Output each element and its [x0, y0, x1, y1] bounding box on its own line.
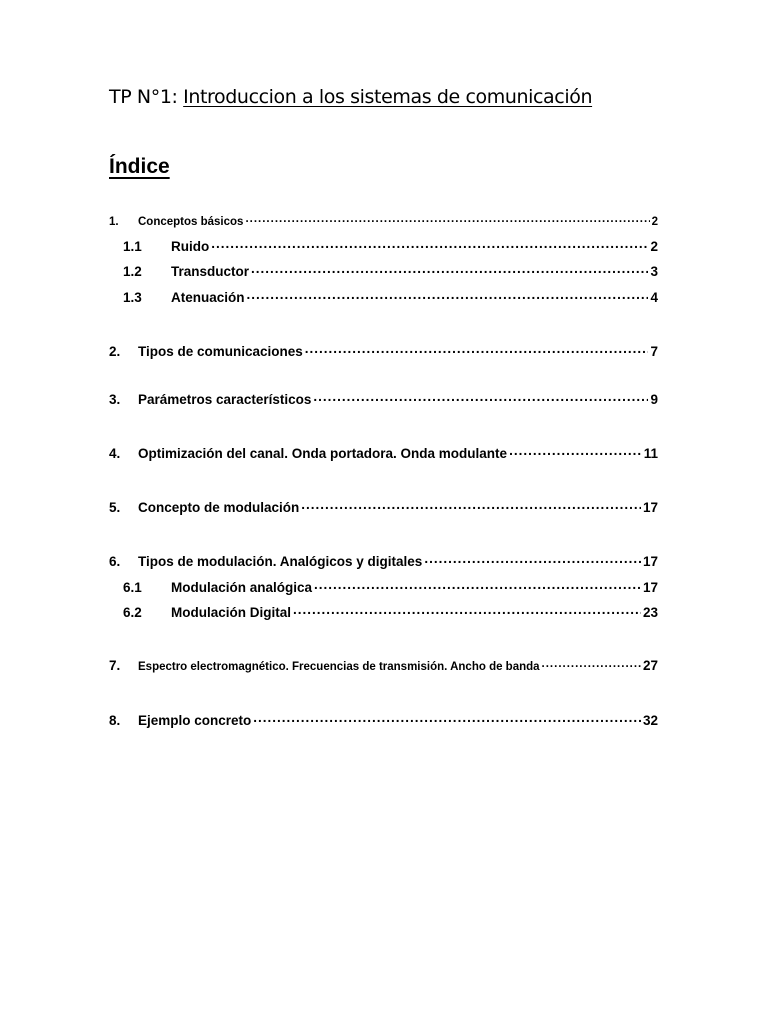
toc-entry-page: 17 [642, 499, 658, 515]
toc-entry-8[interactable] [109, 711, 658, 728]
toc-entry-1-2[interactable] [109, 262, 658, 279]
toc-entry-1-1[interactable] [109, 237, 658, 254]
toc-entry-page: 3 [650, 263, 658, 279]
document-title [109, 86, 592, 108]
title-prefix: TP N°1: [109, 86, 184, 108]
toc-entry-number: 8. [109, 712, 121, 728]
toc-entry-number: 6.2 [123, 604, 142, 620]
toc-entry-6-1[interactable] [109, 578, 658, 595]
dot-leader [301, 498, 641, 512]
toc-entry-page: 17 [642, 579, 658, 595]
toc-entry-label: Modulación Digital [171, 604, 291, 620]
toc-entry-5[interactable] [109, 498, 658, 515]
toc-entry-7[interactable] [109, 658, 658, 673]
toc-entry-label: Transductor [171, 263, 250, 279]
dot-leader [247, 288, 649, 302]
toc-entry-4[interactable] [109, 444, 658, 461]
dot-leader [293, 603, 641, 617]
toc-entry-6[interactable] [109, 552, 658, 569]
toc-entry-6-2[interactable] [109, 603, 658, 620]
index-heading: Índice [109, 155, 170, 178]
toc-entry-page: 9 [650, 391, 658, 407]
toc-entry-label: Espectro electromagnético. Frecuencias de transmisión. Ancho de banda [138, 661, 540, 673]
toc-entry-number: 1. [109, 215, 119, 228]
toc-entry-label: Tipos de comunicaciones [138, 343, 303, 359]
toc-entry-label: Tipos de modulación. Analógicos y digitales [138, 553, 423, 569]
toc-entry-number: 6.1 [123, 579, 142, 595]
toc-entry-label: Ruido [171, 238, 210, 254]
toc-entry-number: 1.1 [123, 238, 142, 254]
toc-entry-page: 2 [651, 215, 658, 228]
toc-entry-label: Parámetros característicos [138, 391, 312, 407]
toc-entry-page: 32 [642, 712, 658, 728]
toc-entry-page: 17 [642, 553, 658, 569]
toc-entry-page: 2 [650, 238, 658, 254]
dot-leader [313, 390, 648, 404]
dot-leader [305, 342, 649, 356]
toc-entry-number: 3. [109, 391, 121, 407]
toc-entry-number: 7. [109, 658, 121, 673]
dot-leader [424, 552, 641, 566]
toc-entry-page: 11 [643, 445, 658, 461]
toc-entry-number: 4. [109, 445, 121, 461]
toc-entry-3[interactable] [109, 390, 658, 407]
toc-entry-page: 7 [650, 343, 658, 359]
dot-leader [211, 237, 648, 251]
dot-leader [542, 659, 641, 671]
toc-entry-page: 23 [642, 604, 658, 620]
toc-entry-label: Optimización del canal. Onda portadora. Onda modulante [138, 445, 508, 461]
toc-entry-label: Atenuación [171, 289, 245, 305]
toc-entry-number: 6. [109, 553, 121, 569]
toc-entry-label: Modulación analógica [171, 579, 313, 595]
toc-entry-number: 1.2 [123, 263, 142, 279]
toc-entry-number: 5. [109, 499, 121, 515]
dot-leader [245, 213, 649, 225]
toc-entry-label: Conceptos básicos [138, 215, 244, 228]
toc-entry-number: 1.3 [123, 289, 142, 305]
toc-entry-1-3[interactable] [109, 288, 658, 305]
title-subject: Introduccion a los sistemas de comunicación [183, 86, 593, 108]
toc-entry-label: Concepto de modulación [138, 499, 300, 515]
dot-leader [509, 444, 642, 458]
toc-entry-2[interactable] [109, 342, 658, 359]
dot-leader [253, 711, 641, 725]
toc-entry-number: 2. [109, 343, 121, 359]
dot-leader [314, 578, 641, 592]
dot-leader [251, 262, 648, 276]
toc-entry-page: 4 [650, 289, 658, 305]
toc-entry-1[interactable] [109, 213, 658, 228]
toc-entry-page: 27 [642, 658, 658, 673]
toc-entry-label: Ejemplo concreto [138, 712, 252, 728]
